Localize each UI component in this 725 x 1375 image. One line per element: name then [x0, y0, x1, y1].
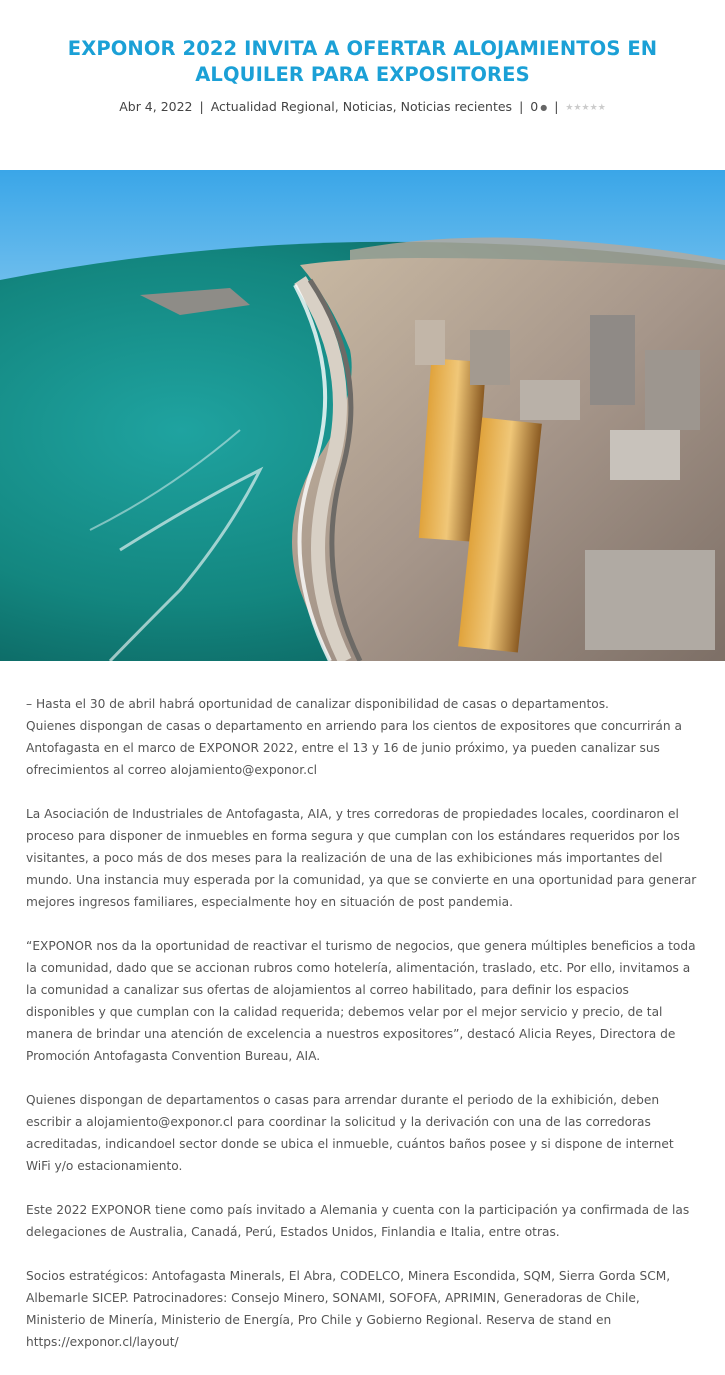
article-header [0, 0, 725, 117]
category-link-noticias[interactable]: Noticias [342, 99, 393, 114]
comment-bubble-icon: ● [540, 103, 548, 112]
article-title: EXPONOR 2022 INVITA A OFERTAR ALOJAMIENTOS EN ALQUILER PARA EXPOSITORES [67, 37, 658, 86]
post-date: Abr 4, 2022 [119, 99, 193, 114]
article-body [26, 693, 701, 1375]
five-star-rating-icon [565, 99, 605, 117]
paragraph-guest-country: Este 2022 EXPONOR tiene como país invitado a Alemania y cuenta con la participación ya confirmada de las delegaciones de Australia, Canadá, Perú, Estados Unidos, Finlandia e Italia, entre otras. [26, 1203, 690, 1239]
category-separator: , [392, 99, 397, 114]
aerial-city-coastline-photo [0, 170, 725, 661]
comments-link[interactable] [530, 99, 547, 114]
category-link-noticias-recientes[interactable]: Noticias recientes [400, 99, 513, 114]
category-link-actualidad-regional[interactable]: Actualidad Regional [210, 99, 335, 114]
category-separator: , [334, 99, 339, 114]
star-icon: ★ [565, 103, 574, 113]
star-icon: ★ [573, 103, 582, 113]
paragraph-instructions: Quienes dispongan de departamentos o casas para arrendar durante el periodo de la exhibición, deben escribir a alojamiento@exponor.cl para coordinar la solicitud y la derivación con una de las corredoras acreditadas, indicandoel sector donde se ubica el inmueble, cuántos baños posee y si dispone de internet WiFi y/o estacionamiento. [26, 1093, 674, 1173]
paragraph-aia: La Asociación de Industriales de Antofagasta, AIA, y tres corredoras de propiedades locales, coordinaron el proceso para disponer de inmuebles en forma segura y que cumplan con los estándares requeridos por los visitantes, a poco más de dos meses para la realización de una de las exhibiciones más importantes del mundo. Una instancia muy esperada por la comunidad, ya que se convierte en una oportunidad para generar mejores ingresos familiares, especialmente hoy en situación de post pandemia. [26, 807, 697, 909]
hero-image [0, 170, 725, 661]
comment-count: 0 [530, 99, 539, 114]
meta-separator: | [199, 99, 204, 114]
meta-separator: | [554, 99, 559, 114]
post-meta [0, 98, 725, 117]
meta-separator: | [519, 99, 524, 114]
star-icon: ★ [589, 103, 598, 113]
star-icon: ★ [597, 103, 606, 113]
paragraph-intro: – Hasta el 30 de abril habrá oportunidad de canalizar disponibilidad de casas o departamentos. Quienes dispongan de casas o departamento en arriendo para los cientos de expositores que concurrirán a Antofagasta en el marco de EXPONOR 2022, entre el 13 y 16 de junio próximo, ya pueden canalizar sus ofrecimientos al correo alojamiento@exponor.cl [26, 697, 682, 777]
paragraph-quote: “EXPONOR nos da la oportunidad de reactivar el turismo de negocios, que genera múltiples beneficios a toda la comunidad, dado que se accionan rubros como hotelería, alimentación, traslado, etc. Por ello, invitamos a la comunidad a canalizar sus ofertas de alojamientos al correo habilitado, para definir los espacios disponibles y que cumplan con la calidad requerida; debemos velar por el mejor servicio y precio, de tal manera de brindar una atención de excelencia a nuestros expositores”, destacó Alicia Reyes, Directora de Promoción Antofagasta Convention Bureau, AIA. [26, 939, 696, 1063]
paragraph-sponsors: Socios estratégicos: Antofagasta Minerals, El Abra, CODELCO, Minera Escondida, SQM, Sierra Gorda SCM, Albemarle SICEP. Patrocinadores: Consejo Minero, SONAMI, SOFOFA, APRIMIN, Generadoras de Chile, Ministerio de Minería, Ministerio de Energía, Pro Chile y Gobierno Regional. Reserva de stand en https://exponor.cl/layout/ [26, 1269, 671, 1349]
star-icon: ★ [581, 103, 590, 113]
